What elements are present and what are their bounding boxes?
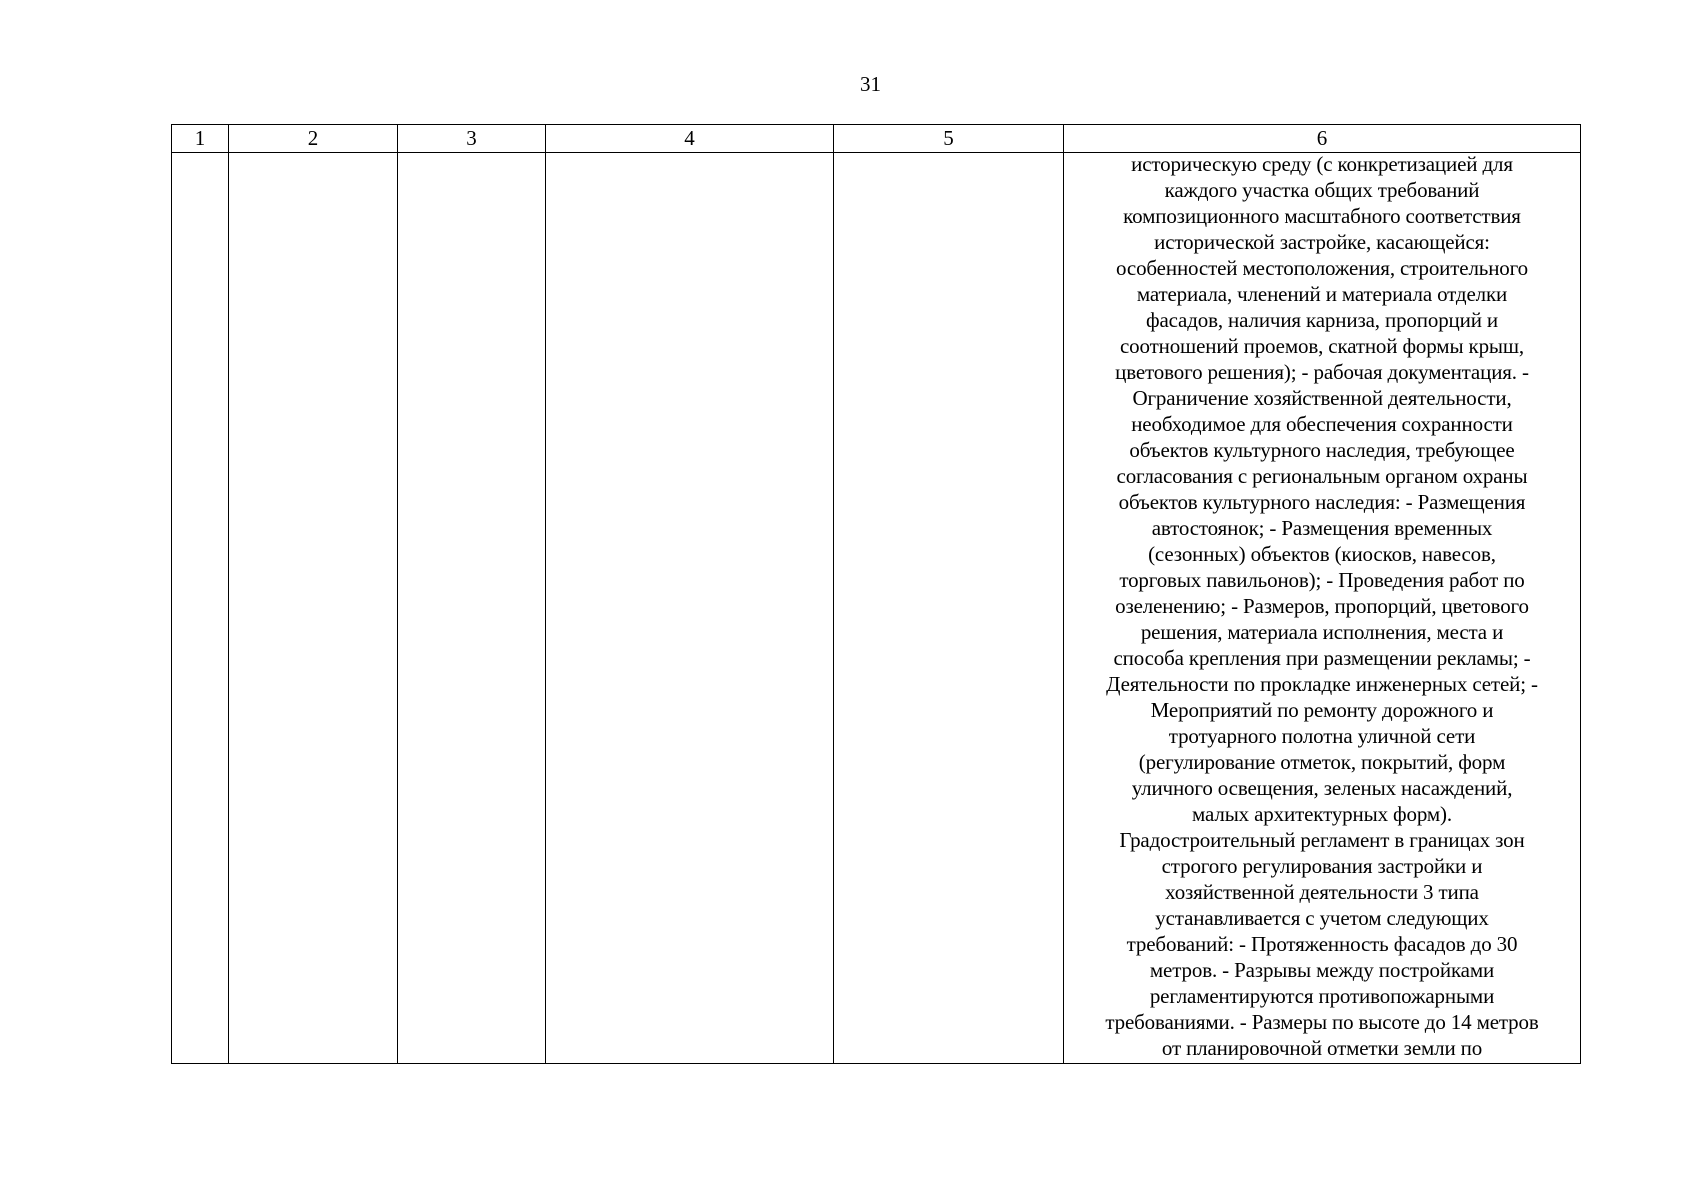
table-row: [172, 153, 1581, 1064]
text-line: каждого участка общих требований: [1164, 178, 1480, 202]
text-line: автостоянок; - Размещения временных: [1151, 516, 1493, 540]
text-line: историческую среду (с конкретизацией для: [1131, 152, 1513, 176]
table-cell-col6: [1064, 153, 1581, 1064]
table-cell-col5: [834, 153, 1064, 1064]
text-line: метров. - Разрывы между постройками: [1149, 958, 1495, 982]
text-line: необходимое для обеспечения сохранности: [1131, 412, 1513, 436]
text-line: требований: - Протяженность фасадов до 30: [1126, 932, 1518, 956]
text-line: строгого регулирования застройки и: [1161, 854, 1483, 878]
text-line: Деятельности по прокладке инженерных сетей; -: [1106, 672, 1538, 696]
text-line: (регулирование отметок, покрытий, форм: [1138, 750, 1506, 774]
column-header-1: 1: [172, 125, 229, 153]
text-line: (сезонных) объектов (киосков, навесов,: [1148, 542, 1496, 566]
text-line: цветового решения); - рабочая документация. -: [1115, 360, 1529, 384]
text-line: тротуарного полотна уличной сети: [1168, 724, 1476, 748]
text-line: особенностей местоположения, строительного: [1116, 256, 1528, 280]
column-header-6: 6: [1064, 125, 1581, 153]
text-line: композиционного масштабного соответствия: [1123, 204, 1521, 228]
column-header-5: 5: [834, 125, 1064, 153]
text-line: уличного освещения, зеленых насаждений,: [1131, 776, 1513, 800]
text-line: соотношений проемов, скатной формы крыш,: [1120, 334, 1524, 358]
column-header-4: 4: [546, 125, 834, 153]
text-line: малых архитектурных форм).: [1192, 802, 1452, 826]
table-cell-col1: [172, 153, 229, 1064]
text-line: хозяйственной деятельности 3 типа: [1165, 880, 1479, 904]
text-line: объектов культурного наследия, требующее: [1129, 438, 1515, 462]
table-header-row: [172, 125, 1581, 153]
text-line: устанавливается с учетом следующих: [1155, 906, 1489, 930]
document-table: [171, 124, 1581, 1064]
text-line: торговых павильонов); - Проведения работ по: [1119, 568, 1525, 592]
table-cell-col2: [229, 153, 398, 1064]
regulation-text: [1064, 151, 1580, 1061]
table-cell-col3: [398, 153, 546, 1064]
text-line: от планировочной отметки земли по: [1161, 1036, 1483, 1060]
text-line: требованиями. - Размеры по высоте до 14 метров: [1105, 1010, 1539, 1034]
table-cell-col4: [546, 153, 834, 1064]
column-header-3: 3: [398, 125, 546, 153]
text-line: регламентируются противопожарными: [1149, 984, 1495, 1008]
text-line: Мероприятий по ремонту дорожного и: [1150, 698, 1494, 722]
column-header-2: 2: [229, 125, 398, 153]
text-line: способа крепления при размещении рекламы; -: [1113, 646, 1531, 670]
text-line: исторической застройке, касающейся:: [1154, 230, 1490, 254]
text-line: согласования с региональным органом охраны: [1116, 464, 1528, 488]
text-line: Градостроительный регламент в границах зон: [1119, 828, 1525, 852]
text-line: материала, членений и материала отделки: [1136, 282, 1508, 306]
text-line: решения, материала исполнения, места и: [1140, 620, 1504, 644]
text-line: озеленению; - Размеров, пропорций, цветового: [1115, 594, 1529, 618]
text-line: фасадов, наличия карниза, пропорций и: [1145, 308, 1499, 332]
text-line: Ограничение хозяйственной деятельности,: [1132, 386, 1512, 410]
page-number: 31: [860, 72, 881, 96]
text-line: объектов культурного наследия: - Размещения: [1118, 490, 1526, 514]
